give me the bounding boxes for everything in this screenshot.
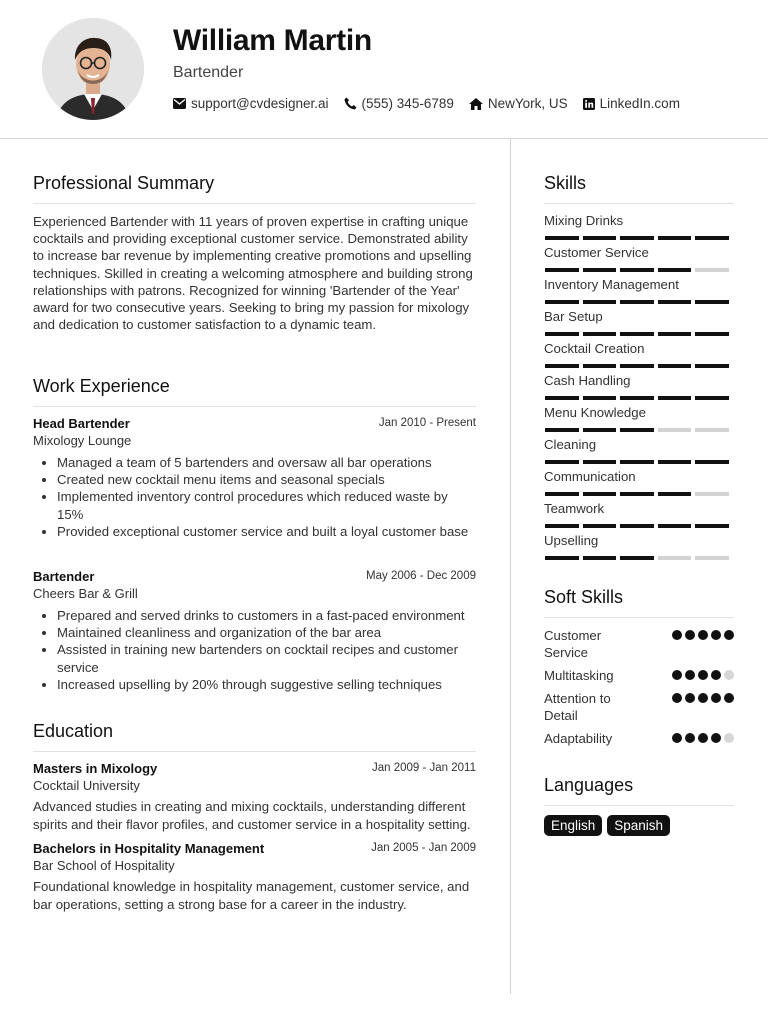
job-bullet: • Implemented inventory control procedures which reduced waste by 15% (57, 488, 476, 522)
job-bullet: • Prepared and served drinks to customers in a fast-paced environment (57, 607, 476, 624)
rating-dot (724, 733, 734, 743)
skill-level-segment (583, 268, 617, 272)
skill-name: Teamwork (544, 501, 605, 516)
languages-heading: Languages (544, 775, 734, 806)
skill-level-segment (583, 396, 617, 400)
skill-level-segment (658, 492, 692, 496)
job-company: Mixology Lounge (33, 433, 132, 448)
skill-level-segment (620, 300, 654, 304)
email-text: support@cvdesigner.ai (191, 96, 329, 111)
skill-name: Menu Knowledge (544, 405, 646, 420)
soft-skill-name: Multitasking (544, 668, 614, 683)
soft-skill-item (544, 627, 734, 661)
rating-dot (698, 630, 708, 640)
skill-level-segment (695, 460, 729, 464)
soft-skills-section (544, 587, 734, 753)
skill-item (544, 533, 734, 565)
education-dates: Jan 2009 - Jan 2011 (371, 762, 476, 774)
skill-item (544, 469, 734, 501)
skill-level-segment (620, 236, 654, 240)
skill-level-segment (545, 492, 579, 496)
job-dates: May 2006 - Dec 2009 (366, 570, 476, 583)
language-tag: Spanish (607, 815, 670, 836)
skill-item (544, 373, 734, 405)
home-icon (469, 98, 483, 110)
languages-list (544, 815, 734, 836)
rating-dot (685, 693, 695, 703)
soft-skill-name: Adaptability (544, 731, 613, 746)
skill-name: Cocktail Creation (544, 341, 645, 356)
skill-level-segment (658, 268, 692, 272)
job-bullet: • Increased upselling by 20% through suggestive selling techniques (57, 676, 476, 693)
skill-item (544, 437, 734, 469)
skill-level-segment (620, 332, 654, 336)
rating-dot (698, 733, 708, 743)
soft-skill-item (544, 667, 734, 684)
skill-level-bar (545, 524, 733, 528)
skill-level-bar (545, 428, 733, 432)
job-bullet: • Assisted in training new bartenders on cocktail recipes and customer service (57, 641, 476, 675)
skill-level-segment (695, 396, 729, 400)
skill-level-segment (695, 364, 729, 368)
skill-level-segment (695, 332, 729, 336)
skill-level-segment (620, 428, 654, 432)
candidate-name: William Martin (173, 24, 372, 57)
skill-level-segment (695, 300, 729, 304)
linkedin-icon (583, 98, 595, 110)
rating-dot (698, 693, 708, 703)
location-text: NewYork, US (487, 96, 568, 111)
skill-level-segment (658, 300, 692, 304)
rating-dot (685, 733, 695, 743)
soft-skill-item (544, 730, 734, 747)
skill-level-segment (583, 556, 617, 560)
skill-item (544, 309, 734, 341)
rating-dot (685, 630, 695, 640)
skill-level-segment (658, 460, 692, 464)
profile-photo (42, 18, 144, 120)
rating-dot (685, 670, 695, 680)
job-bullet: • Managed a team of 5 bartenders and oversaw all bar operations (57, 454, 476, 471)
skill-level-segment (620, 460, 654, 464)
education-entry (33, 841, 476, 914)
school-name: Bar School of Hospitality (33, 858, 175, 873)
skill-level-bar (545, 268, 733, 272)
school-name: Cocktail University (33, 778, 140, 793)
soft-skill-name: Attention to Detail (544, 691, 611, 723)
job-bullets (57, 607, 476, 693)
rating-dot (724, 670, 734, 680)
skill-level-segment (658, 236, 692, 240)
skill-name: Mixing Drinks (544, 213, 624, 228)
skill-level-segment (583, 300, 617, 304)
skill-level-bar (545, 460, 733, 464)
skill-level-segment (658, 364, 692, 368)
job-bullets (57, 454, 476, 540)
skill-level-segment (545, 268, 579, 272)
skill-level-segment (583, 236, 617, 240)
summary-text: Experienced Bartender with 11 years of proven expertise in crafting unique cocktails and providing exceptional customer service. Demonstrated ability to increase bar revenue by implementing creative promotions and upselling techniques. Skilled in creating a welcoming atmosphere and building strong relationships with patrons. Recognized for winning 'Bartender of the Year' award for two consecutive years. Seeking to bring my passion for mixology and dedication to customer satisfaction to a dynamic team. (33, 214, 473, 333)
linkedin-text: LinkedIn.com (599, 96, 680, 111)
summary-heading: Professional Summary (33, 173, 476, 204)
job-bullet: • Created new cocktail menu items and seasonal specials (57, 471, 476, 488)
soft-skill-rating (669, 670, 734, 680)
skill-item (544, 341, 734, 373)
soft-skill-rating (669, 693, 734, 703)
rating-dot (711, 733, 721, 743)
skill-level-segment (545, 428, 579, 432)
skill-level-segment (620, 556, 654, 560)
resume-header (0, 0, 768, 139)
phone-icon (344, 97, 357, 110)
skill-item (544, 501, 734, 533)
skill-level-segment (695, 556, 729, 560)
phone-text: (555) 345-6789 (361, 96, 454, 111)
skill-level-segment (545, 556, 579, 560)
skill-item (544, 405, 734, 437)
job-title: Bartender (33, 569, 95, 585)
contact-phone[interactable] (344, 96, 454, 111)
skill-level-segment (583, 524, 617, 528)
skill-level-bar (545, 556, 733, 560)
skill-level-segment (695, 236, 729, 240)
job-title: Head Bartender (33, 416, 130, 431)
experience-section (33, 376, 476, 693)
skill-level-bar (545, 300, 733, 304)
skill-name: Bar Setup (544, 309, 603, 324)
skill-item (544, 245, 734, 277)
skill-level-segment (583, 492, 617, 496)
degree-title: Masters in Mixology (33, 761, 158, 776)
skill-level-segment (545, 460, 579, 464)
skill-level-segment (583, 460, 617, 464)
job-company: Cheers Bar & Grill (33, 586, 138, 602)
rating-dot (672, 670, 682, 680)
contact-location[interactable] (469, 96, 568, 111)
skill-level-segment (620, 268, 654, 272)
job-bullet: • Maintained cleanliness and organization of the bar area (57, 624, 476, 641)
soft-skill-rating (669, 630, 734, 640)
skill-level-bar (545, 236, 733, 240)
education-entry (33, 761, 476, 834)
skill-level-segment (545, 396, 579, 400)
skill-level-segment (695, 268, 729, 272)
soft-skill-item (544, 690, 734, 724)
job-entry (33, 569, 476, 693)
skill-level-segment (658, 524, 692, 528)
skills-list (544, 213, 734, 565)
skills-section (544, 173, 734, 565)
skill-name: Customer Service (544, 245, 649, 260)
skill-item (544, 277, 734, 309)
skill-level-segment (583, 364, 617, 368)
skill-name: Communication (544, 469, 636, 484)
rating-dot (711, 670, 721, 680)
rating-dot (711, 630, 721, 640)
skill-level-segment (545, 300, 579, 304)
skill-name: Cash Handling (544, 373, 631, 388)
contact-email[interactable] (173, 96, 329, 111)
rating-dot (724, 630, 734, 640)
rating-dot (672, 733, 682, 743)
language-tag: English (544, 815, 602, 836)
skill-level-bar (545, 364, 733, 368)
languages-section (544, 775, 734, 836)
skill-level-segment (545, 524, 579, 528)
skill-level-segment (620, 364, 654, 368)
skill-level-segment (658, 556, 692, 560)
education-description: Foundational knowledge in hospitality management, customer service, and bar operations, setting a strong base for a career in the industry. (33, 879, 470, 912)
contact-linkedin[interactable] (583, 96, 680, 111)
column-divider (510, 139, 511, 994)
rating-dot (672, 693, 682, 703)
skills-heading: Skills (544, 173, 734, 204)
contact-bar (173, 96, 695, 111)
education-description: Advanced studies in creating and mixing cocktails, understanding different spirits and their flavor profiles, and customer service in a hospitality setting. (33, 799, 471, 832)
experience-heading: Work Experience (33, 376, 476, 407)
skill-name: Cleaning (544, 437, 597, 452)
skill-level-bar (545, 332, 733, 336)
skill-level-bar (545, 396, 733, 400)
rating-dot (672, 630, 682, 640)
skill-level-segment (695, 492, 729, 496)
skill-level-segment (545, 364, 579, 368)
skill-item (544, 213, 734, 245)
skill-name: Upselling (544, 533, 599, 548)
skill-level-segment (583, 332, 617, 336)
education-section (33, 721, 476, 914)
summary-section (33, 173, 476, 333)
rating-dot (711, 693, 721, 703)
job-bullet: • Provided exceptional customer service and built a loyal customer base (57, 523, 476, 540)
skill-level-segment (620, 492, 654, 496)
skill-level-segment (695, 524, 729, 528)
skill-level-segment (658, 428, 692, 432)
education-heading: Education (33, 721, 476, 752)
avatar-icon (42, 18, 144, 120)
skill-level-segment (545, 332, 579, 336)
skill-name: Inventory Management (544, 277, 679, 292)
soft-skills-heading: Soft Skills (544, 587, 734, 618)
rating-dot (724, 693, 734, 703)
soft-skill-rating (669, 733, 734, 743)
envelope-icon (173, 98, 186, 109)
rating-dot (698, 670, 708, 680)
skill-level-segment (695, 428, 729, 432)
skill-level-segment (583, 428, 617, 432)
education-dates: Jan 2005 - Jan 2009 (371, 842, 476, 854)
skill-level-segment (620, 396, 654, 400)
skill-level-segment (658, 396, 692, 400)
soft-skill-name: Customer Service (544, 628, 602, 660)
skill-level-segment (658, 332, 692, 336)
job-dates: Jan 2010 - Present (378, 417, 476, 429)
degree-title: Bachelors in Hospitality Management (33, 841, 265, 856)
job-entry (33, 416, 476, 540)
skill-level-segment (545, 236, 579, 240)
skill-level-segment (620, 524, 654, 528)
soft-skills-list (544, 627, 734, 747)
skill-level-bar (545, 492, 733, 496)
candidate-title: Bartender (173, 64, 244, 81)
